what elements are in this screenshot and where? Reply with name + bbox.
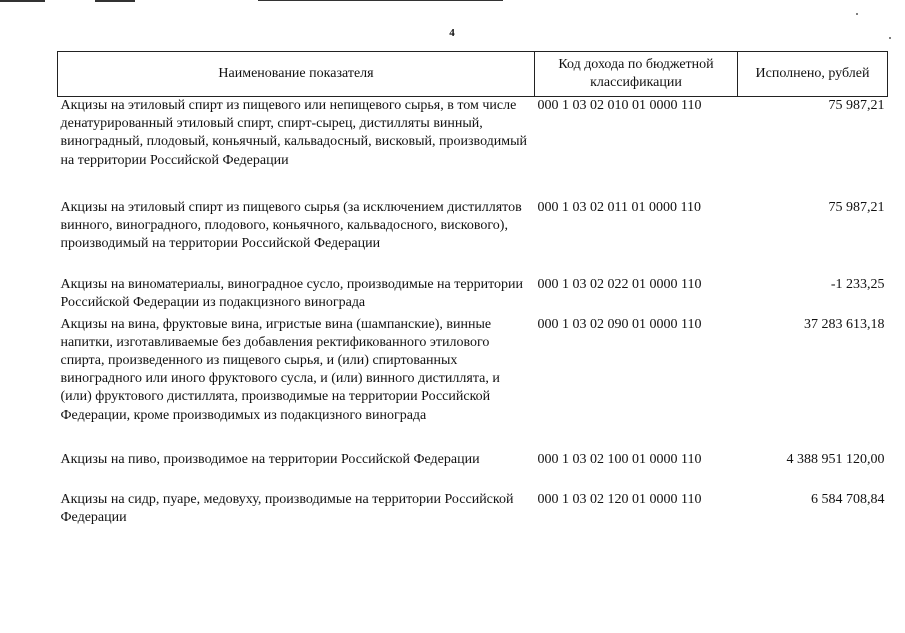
row-code: 000 1 03 02 011 01 0000 110 [537,199,701,215]
row-amount: 4 388 951 120,00 [786,451,885,467]
revenue-table [57,51,888,531]
row-amount: 75 987,21 [828,199,885,215]
table-row [58,97,888,199]
row-amount: 6 584 708,84 [811,491,885,507]
row-code: 000 1 03 02 022 01 0000 110 [537,276,702,292]
scan-speck [856,13,858,15]
table-row [58,451,888,491]
table-row [58,316,888,451]
scan-speck [889,37,891,39]
table-row [58,199,888,276]
header-amount: Исполнено, рублей [738,52,888,97]
row-code: 000 1 03 02 010 01 0000 110 [537,98,702,113]
header-code: Код дохода по бюджетной классификации [535,52,738,97]
scan-artifact [258,0,503,1]
row-name: Акцизы на сидр, пуаре, медовуху, производимые на территории Российской Федерации [60,491,514,525]
table-row [58,276,888,316]
row-amount: 37 283 613,18 [804,316,885,332]
row-amount: -1 233,25 [830,276,885,292]
row-code: 000 1 03 02 120 01 0000 110 [537,491,702,507]
table-header-row [58,52,888,97]
row-amount: 75 987,21 [828,98,885,113]
row-name: Акцизы на этиловый спирт из пищевого или непищевого сырья, в том числе денатурированный этиловый спирт, спирт-сырец, дистилляты винный, виноградный, плодовый, коньячный, кальвадосный, висковый, производимый на территории Российской Федерации [60,98,528,168]
scan-artifact [0,0,45,2]
row-code: 000 1 03 02 100 01 0000 110 [537,451,702,467]
row-code: 000 1 03 02 090 01 0000 110 [537,316,702,332]
row-name: Акцизы на вина, фруктовые вина, игристые вина (шампанские), винные напитки, изготавливаемые без добавления ректификованного этилового спирта, произведенного из пищевого сырья, и (или) спиртованных виноградного или иного фруктового сусла, и (или) винного дистиллята, и (или) фруктового дистиллята, производимые на территории Российской Федерации, кроме производимых из подакцизного винограда [60,316,500,423]
header-name: Наименование показателя [58,52,535,97]
page-number: 4 [449,27,455,39]
row-name: Акцизы на этиловый спирт из пищевого сырья (за исключением дистиллятов винного, виноградного, плодового, коньячного, кальвадосного, вискового), производимый на территории Российской Федерации [60,199,522,251]
row-name: Акцизы на пиво, производимое на территории Российской Федерации [60,451,480,467]
row-name: Акцизы на виноматериалы, виноградное сусло, производимые на территории Российской Федерации из подакцизного винограда [60,276,523,310]
scan-artifact [95,0,135,2]
table-row [58,491,888,531]
